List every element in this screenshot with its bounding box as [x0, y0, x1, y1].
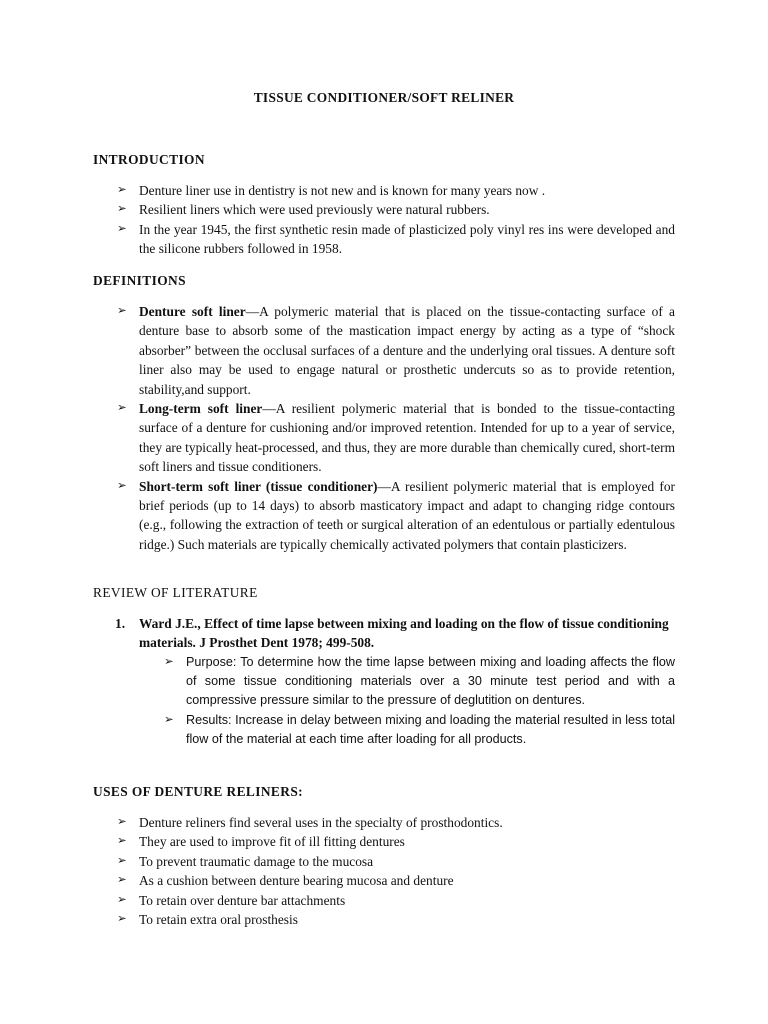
arrow-bullet-icon: ➢	[117, 402, 127, 415]
arrow-bullet-icon: ➢	[117, 913, 127, 926]
definition-item	[117, 477, 675, 555]
list-item: ➢ Denture liner use in dentistry is not new and is known for many years now .	[139, 181, 675, 200]
definition-term: Denture soft liner	[139, 304, 246, 319]
definitions-list	[0, 302, 768, 554]
list-item: ➢ As a cushion between denture bearing mucosa and denture	[139, 871, 675, 890]
arrow-bullet-icon: ➢	[117, 816, 127, 828]
definition-term: Short-term soft liner (tissue conditioner)	[139, 478, 378, 494]
list-item: ➢ To prevent traumatic damage to the mucosa	[139, 852, 675, 871]
definitions-heading: DEFINITIONS	[93, 273, 186, 288]
arrow-bullet-icon: ➢	[117, 479, 127, 492]
arrow-bullet-icon: ➢	[117, 835, 127, 848]
definition-text: —A resilient polymeric material that is bonded to the tissue-contacting surface of a denture for cushioning and/or improved retention. Intended for up to a year of service, they are typically heat-processed, and thus, they are more durable than chemically cured, short-term soft liners and tissue conditioners.	[139, 401, 675, 475]
arrow-bullet-icon: ➢	[117, 874, 127, 887]
review-list	[0, 614, 768, 749]
arrow-bullet-icon: ➢	[117, 893, 127, 906]
citation-text: Ward J.E., Effect of time lapse between mixing and loading on the flow of tissue conditioning materials. J Prosthet Dent 1978; 499-508.	[139, 616, 669, 651]
citation-number: 1.	[115, 616, 126, 631]
citation-item	[115, 614, 675, 653]
definition-item	[117, 302, 675, 399]
arrow-bullet-icon: ➢	[164, 655, 174, 668]
list-item: ➢ Resilient liners which were used previously were natural rubbers.	[139, 200, 675, 219]
arrow-bullet-icon: ➢	[117, 222, 127, 235]
list-item: ➢ Purpose: To determine how the time lapse between mixing and loading affects the flow of some tissue conditioning materials over a 30 minute test period and with a compressive pressure similar to the pressure of deglutition on dentures.	[164, 654, 675, 708]
arrow-bullet-icon: ➢	[117, 305, 127, 317]
review-heading: REVIEW OF LITERATURE	[93, 585, 258, 600]
definition-item	[117, 399, 675, 477]
arrow-bullet-icon: ➢	[117, 203, 127, 216]
list-item: ➢ Denture reliners find several uses in the specialty of prosthodontics.	[139, 813, 675, 832]
list-item: ➢ In the year 1945, the first synthetic resin made of plasticized poly vinyl res ins were developed and the silicone rubbers followed in 1958.	[117, 221, 675, 257]
list-item: ➢ They are used to improve fit of ill fitting dentures	[139, 832, 675, 851]
uses-list	[0, 813, 768, 929]
uses-heading: USES OF DENTURE RELINERS:	[93, 784, 304, 799]
definition-text: —A polymeric material that is placed on the tissue-contacting surface of a denture base to absorb some of the mastication impact energy by acting as a type of “shock absorber” between the occlusal surfaces of a denture and the underlying oral tissues. A denture soft liner also may be used to engage natural or prosthetic undercuts so as to provide retention, stability,and support.	[139, 304, 675, 397]
definition-text: —A resilient polymeric material that is employed for brief periods (up to 14 days) to absorb masticatory impact and adapt to changing ridge contours (e.g., following the extraction of teeth or surgical alteration of an edentulous or partially edentulous ridge.) Such materials are typically chemically activated polymers that contain plasticizers.	[139, 478, 675, 552]
list-item: ➢ To retain extra oral prosthesis	[139, 910, 675, 929]
arrow-bullet-icon: ➢	[164, 713, 174, 726]
arrow-bullet-icon: ➢	[117, 854, 127, 867]
list-item: ➢ Results: Increase in delay between mixing and loading the material resulted in less total flow of the material at each time after loading for all products.	[164, 712, 675, 746]
definition-term: Long-term soft liner	[139, 401, 263, 417]
introduction-list	[0, 181, 768, 259]
arrow-bullet-icon: ➢	[117, 184, 127, 196]
page-title: TISSUE CONDITIONER/SOFT RELINER	[253, 90, 515, 105]
introduction-heading: INTRODUCTION	[93, 152, 205, 167]
list-item: ➢ To retain over denture bar attachments	[139, 891, 675, 910]
citation-points	[0, 653, 768, 749]
